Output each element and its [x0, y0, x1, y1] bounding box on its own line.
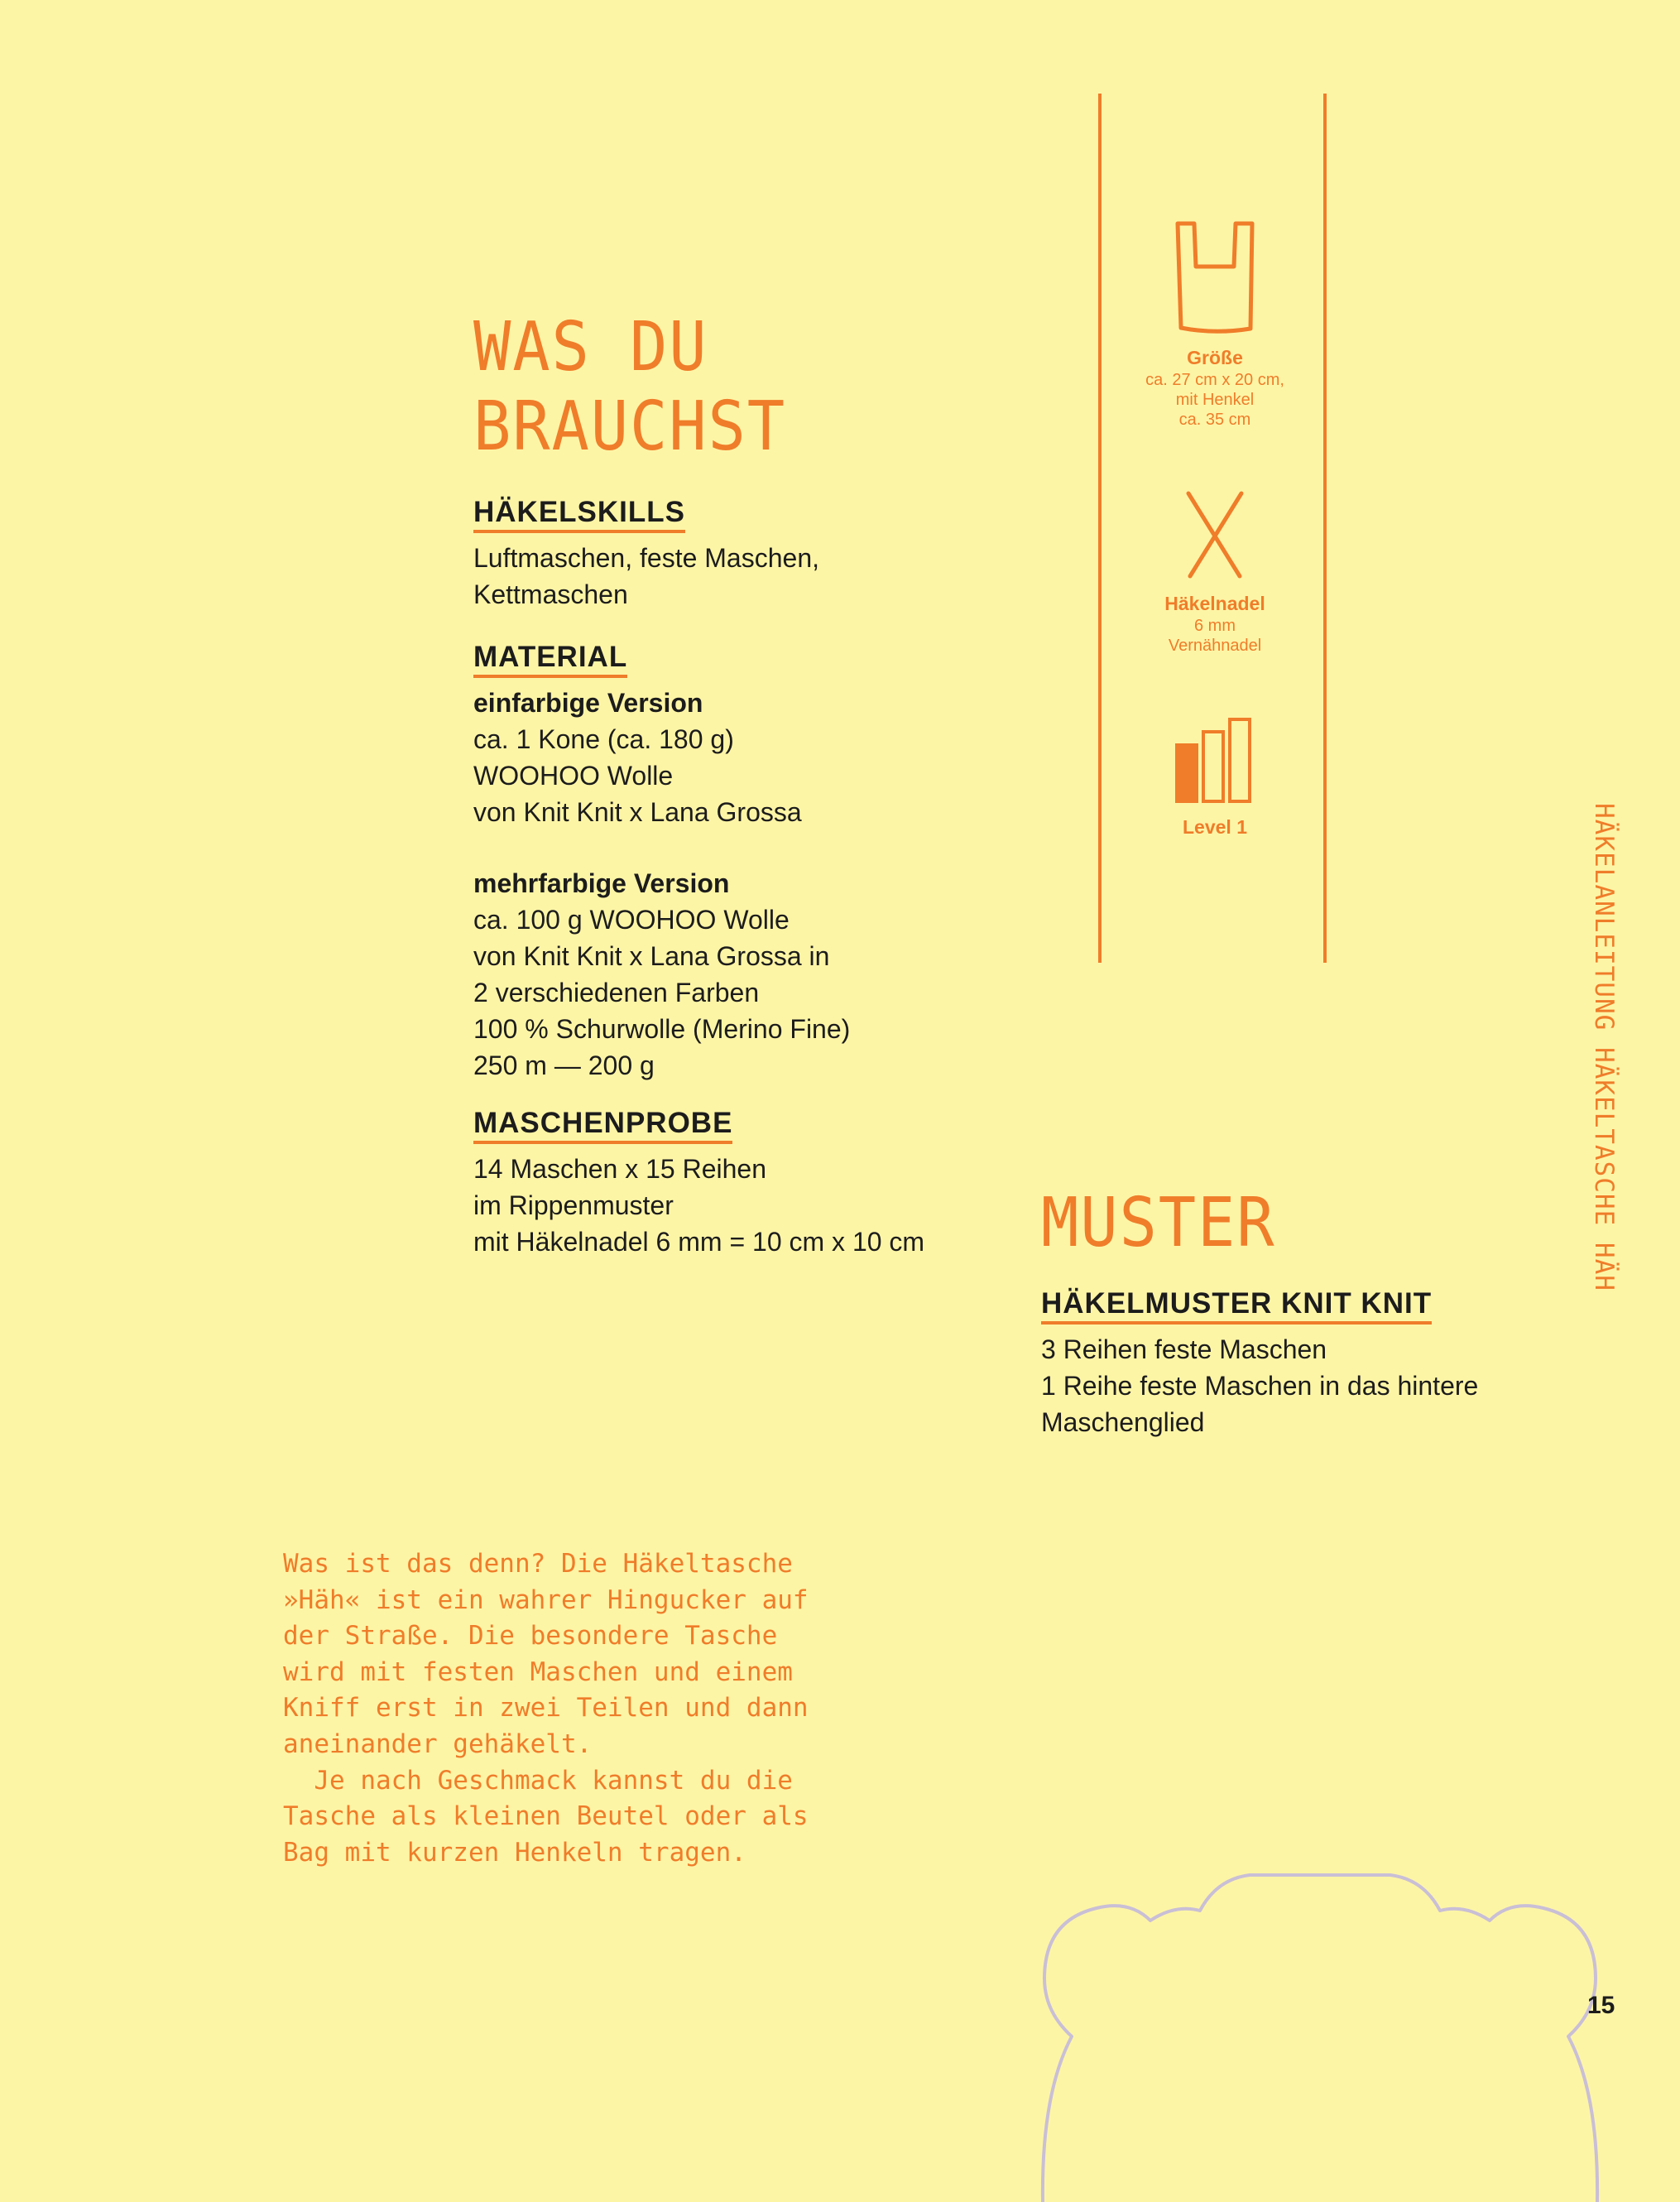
gauge-line-1: 14 Maschen x 15 Reihen [473, 1154, 766, 1184]
info-size [1099, 217, 1331, 430]
material-single-line-3: von Knit Knit x Lana Grossa [473, 797, 802, 827]
heading-line-2: BRAUCHST [473, 387, 787, 466]
needle-title: Häkelnadel [1164, 593, 1265, 614]
section-skills [473, 495, 986, 613]
skills-line-1: Luftmaschen, feste Maschen, [473, 543, 819, 573]
intro-line-2: »Häh« ist ein wahrer Hingucker auf [283, 1584, 809, 1615]
heading-line-1: WAS DU [473, 308, 708, 387]
level-bars-icon [1174, 717, 1256, 805]
skills-line-2: Kettmaschen [473, 579, 628, 609]
material-title: MATERIAL [473, 640, 627, 678]
gauge-title: MASCHENPROBE [473, 1106, 732, 1144]
spacer [473, 830, 986, 865]
material-multi-line-2: von Knit Knit x Lana Grossa in [473, 941, 830, 971]
section-material [473, 640, 986, 1084]
gauge-line-3: mit Häkelnadel 6 mm = 10 cm x 10 cm [473, 1227, 925, 1257]
pattern-line-3: Maschenglied [1041, 1407, 1205, 1437]
intro-line-8: Tasche als kleinen Beutel oder als [283, 1801, 809, 1832]
intro-line-9: Bag mit kurzen Henkeln tragen. [283, 1837, 746, 1868]
info-level [1099, 717, 1331, 839]
material-multi-label: mehrfarbige Version [473, 868, 730, 898]
bear-outline-icon [1026, 1813, 1606, 2202]
size-line-3: ca. 35 cm [1178, 411, 1251, 429]
info-needle [1099, 490, 1331, 656]
section-gauge [473, 1106, 986, 1260]
heading-muster: MUSTER [1041, 1184, 1276, 1262]
intro-line-7: Je nach Geschmack kannst du die [283, 1765, 793, 1796]
size-line-1: ca. 27 cm x 20 cm, [1145, 371, 1284, 389]
pattern-line-2: 1 Reihe feste Maschen in das hintere [1041, 1371, 1479, 1401]
skills-title: HÄKELSKILLS [473, 495, 685, 533]
material-multi-line-5: 250 m — 200 g [473, 1051, 655, 1080]
pattern-line-1: 3 Reihen feste Maschen [1041, 1334, 1327, 1364]
material-multi-line-4: 100 % Schurwolle (Merino Fine) [473, 1014, 851, 1044]
material-multi-line-3: 2 verschiedenen Farben [473, 978, 760, 1007]
heading-was-du-brauchst [473, 308, 786, 467]
running-title: HÄKELANLEITUNG HÄKELTASCHE HÄH [1589, 803, 1619, 1291]
intro-line-5: Kniff erst in zwei Teilen und dann [283, 1693, 809, 1724]
size-line-2: mit Henkel [1175, 391, 1255, 409]
level-title: Level 1 [1183, 816, 1247, 838]
gauge-line-2: im Rippenmuster [473, 1190, 674, 1220]
material-single-line-2: WOOHOO Wolle [473, 761, 674, 791]
material-multi-line-1: ca. 100 g WOOHOO Wolle [473, 905, 790, 935]
intro-text [283, 1546, 846, 1871]
pattern-title: HÄKELMUSTER KNIT KNIT [1041, 1286, 1432, 1325]
size-title: Größe [1187, 347, 1243, 368]
section-pattern [1041, 1286, 1579, 1440]
intro-line-4: wird mit festen Maschen und einem [283, 1656, 793, 1687]
material-single-label: einfarbige Version [473, 688, 703, 718]
intro-line-6: aneinander gehäkelt. [283, 1728, 593, 1759]
needle-line-1: 6 mm [1194, 617, 1236, 635]
page-number: 15 [1587, 1992, 1615, 2019]
intro-line-3: der Straße. Die besondere Tasche [283, 1621, 778, 1652]
crochet-hooks-icon [1182, 490, 1248, 581]
material-single-line-1: ca. 1 Kone (ca. 180 g) [473, 724, 734, 754]
needle-line-2: Vernähnadel [1168, 637, 1262, 655]
bag-icon [1169, 217, 1260, 337]
intro-line-1: Was ist das denn? Die Häkeltasche [283, 1549, 793, 1579]
